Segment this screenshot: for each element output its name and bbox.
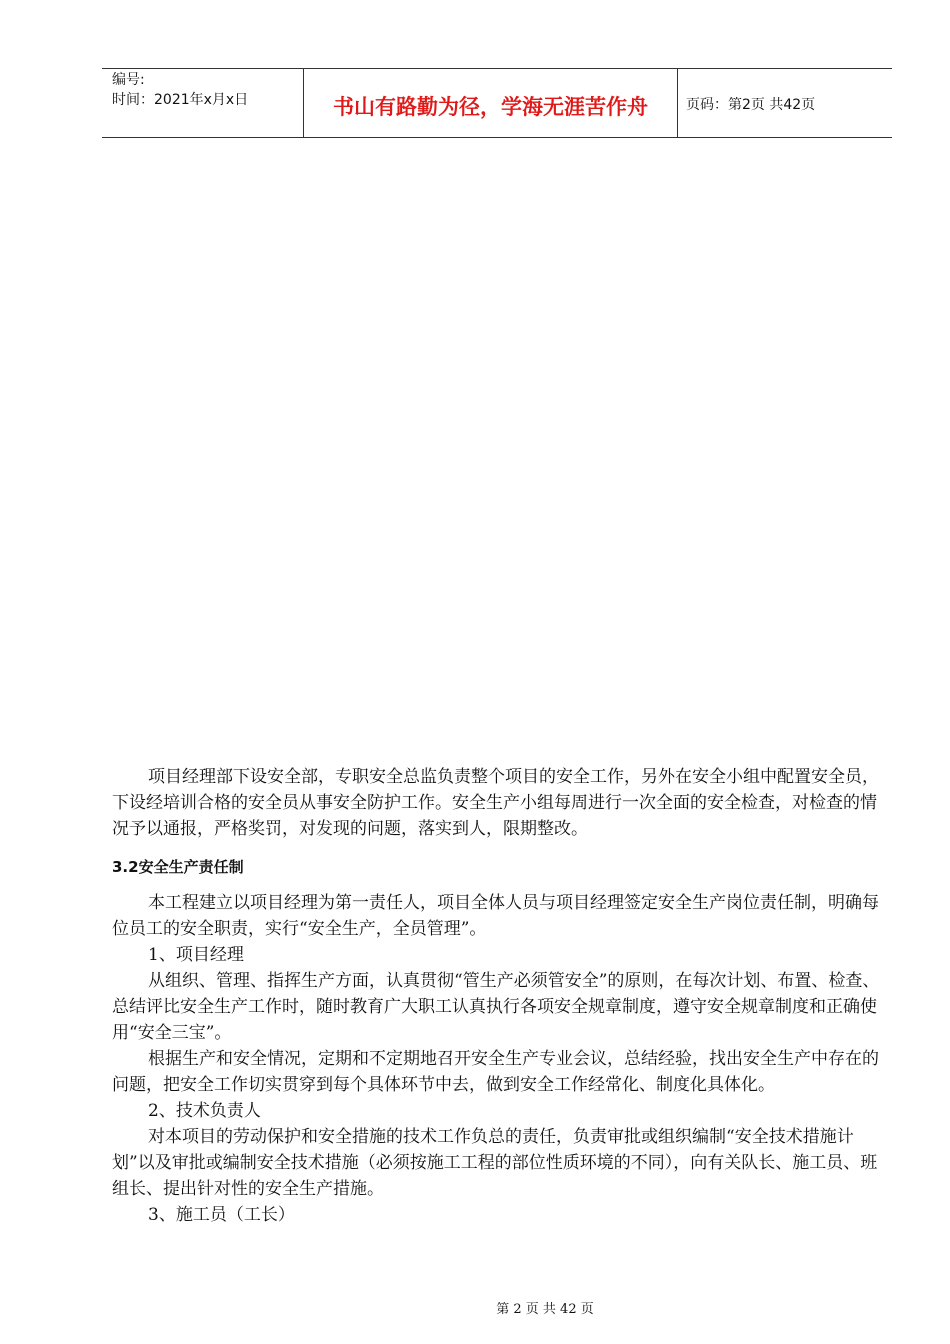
body-main-block — [112, 890, 882, 1228]
body-paragraph: 对本项目的劳动保护和安全措施的技术工作负总的责任，负责审批或组织编制“安全技术措施计划”以及审批或编制安全技术措施（必须按施工工程的部位性质环境的不同），向有关队长、施工员、班组长、提出针对性的安全生产措施。 — [112, 1127, 878, 1199]
section-heading-block — [112, 854, 882, 880]
header-motto-cell — [303, 69, 678, 137]
body-paragraph: 从组织、管理、指挥生产方面，认真贯彻“管生产必须管安全”的原则，在每次计划、布置、检查、总结评比安全生产工作时，随时教育广大职工认真执行各项安全规章制度，遵守安全规章制度和正确使用“安全三宝”。 — [112, 971, 880, 1043]
document-number-label: 编号: — [112, 72, 145, 88]
body-paragraph: 本工程建立以项目经理为第一责任人，项目全体人员与项目经理签定安全生产岗位责任制，明确每位员工的安全职责，实行“安全生产，全员管理”。 — [112, 893, 879, 939]
header-motto: 书山有路勤为径，学海无涯苦作舟 — [333, 95, 648, 119]
header-left-cell — [102, 69, 302, 137]
header-right-cell — [678, 69, 892, 137]
body-paragraph: 根据生产和安全情况，定期和不定期地召开安全生产专业会议，总结经验，找出安全生产中存在的问题，把安全工作切实贯穿到每个具体环节中去，做到安全工作经常化、制度化具体化。 — [112, 1049, 879, 1095]
list-item-heading: 1、项目经理 — [148, 945, 244, 965]
document-date-label: 时间：2021年x月x日 — [112, 92, 249, 108]
body-paragraph-1-block — [112, 764, 882, 842]
section-heading: 3.2安全生产责任制 — [112, 858, 244, 876]
body-paragraph: 项目经理部下设安全部，专职安全总监负责整个项目的安全工作，另外在安全小组中配置安全员，下设经培训合格的安全员从事安全防护工作。安全生产小组每周进行一次全面的安全检查，对检查的情况予以通报，严格奖罚，对发现的问题，落实到人，限期整改。 — [112, 767, 879, 839]
list-item-heading: 3、施工员（工长） — [148, 1205, 295, 1225]
list-item-heading: 2、技术负责人 — [148, 1101, 261, 1121]
header-page-info: 页码：第2页 共42页 — [686, 97, 816, 113]
page-footer: 第 2 页 共 42 页 — [496, 1302, 594, 1317]
page-header — [102, 68, 892, 138]
